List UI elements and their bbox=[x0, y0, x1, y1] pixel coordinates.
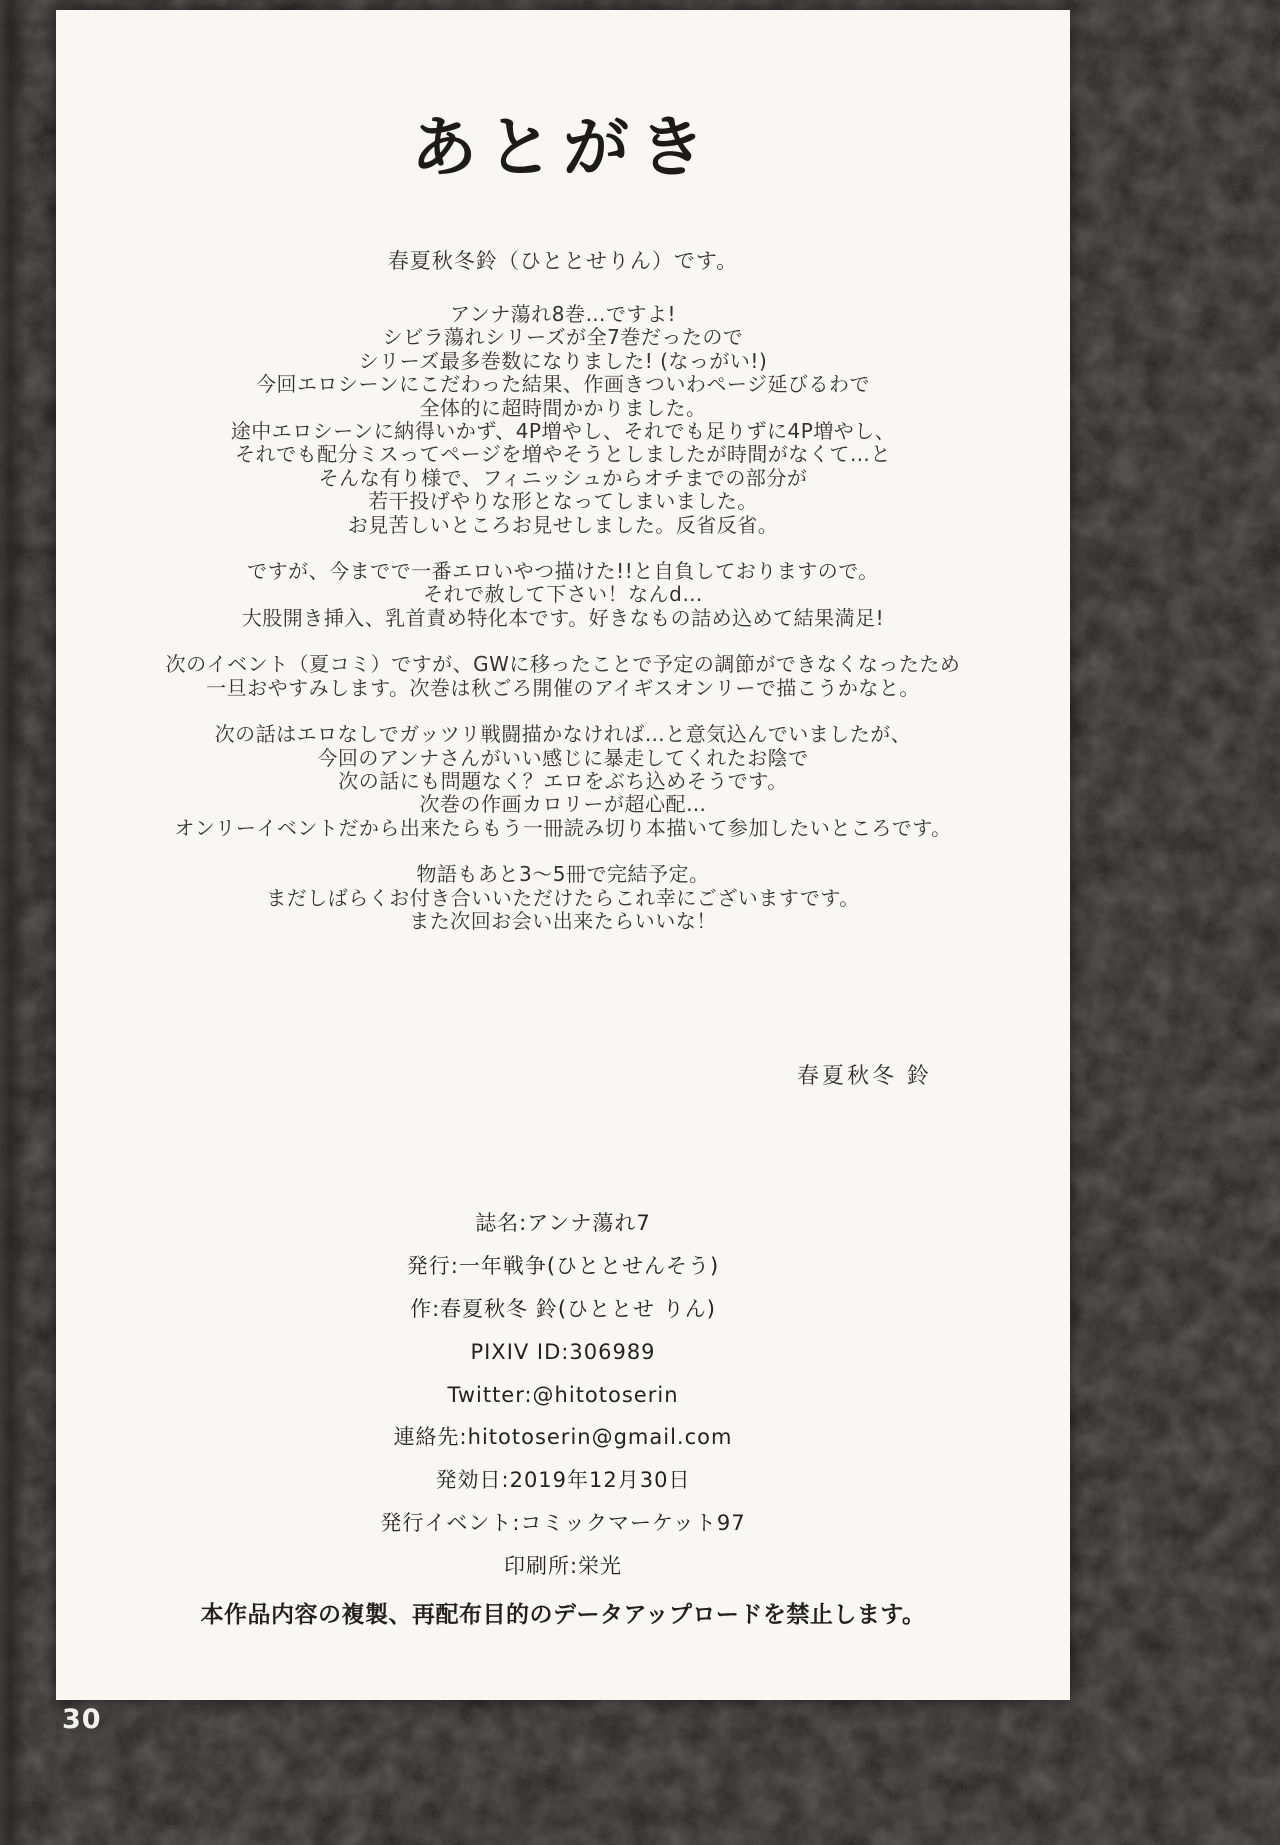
text-line: アンナ蕩れ8巻…ですよ! bbox=[450, 302, 676, 326]
colophon-line: 発行:一年戦争(ひととせんそう) bbox=[406, 1254, 720, 1279]
text-line: 次の話にも問題なく？エロをぶち込めそうです。 bbox=[338, 768, 788, 793]
text-line: 物語もあと3～5冊で完結予定。 bbox=[416, 862, 710, 887]
text-line: お見苦しいところお見せしました。反省反省。 bbox=[347, 512, 779, 537]
text-line: それでも配分ミスってページを増やそうとしましたが時間がなくて…と bbox=[235, 442, 891, 467]
paragraph bbox=[56, 303, 1070, 537]
text-line: 途中エロシーンに納得いかず、4P増やし、それでも足りずに4P増やし、 bbox=[230, 419, 896, 444]
text-line: また次回お会い出来たらいいな！ bbox=[409, 908, 717, 933]
colophon-line: 発行イベント:コミックマーケット97 bbox=[380, 1510, 746, 1535]
colophon-line: Twitter:@hitotoserin bbox=[447, 1382, 679, 1407]
page-title: あとがき bbox=[411, 109, 715, 186]
text-line: まだしばらくお付き合いいただけたらこれ幸にございますです。 bbox=[266, 885, 860, 910]
author-signature: 春夏秋冬 鈴 bbox=[797, 1064, 932, 1090]
text-line: そんな有り様で、フィニッシュからオチまでの部分が bbox=[318, 465, 808, 490]
text-line: 若干投げやりな形となってしまいました。 bbox=[368, 489, 758, 514]
text-line: シビラ蕩れシリーズが全7巻だったので bbox=[382, 325, 744, 350]
text-line: 全体的に超時間かかりました。 bbox=[419, 395, 707, 420]
colophon-line: 誌名:アンナ蕩れ7 bbox=[475, 1211, 651, 1236]
text-line: 大股開き挿入、乳首責め特化本です。好きなもの詰め込めて結果満足! bbox=[241, 605, 885, 630]
colophon-line: 発効日:2019年12月30日 bbox=[435, 1468, 691, 1493]
paragraph bbox=[56, 723, 1070, 840]
text-line: それで赦して下さい！なんd… bbox=[423, 582, 703, 607]
colophon bbox=[56, 1202, 1070, 1587]
text-line: 今回エロシーンにこだわった結果、作画きついわページ延びるわで bbox=[256, 372, 870, 397]
text-line: 一旦おやすみします。次巻は秋ごろ開催のアイギスオンリーで描こうかなと。 bbox=[206, 675, 920, 700]
colophon-line: 作:春夏秋冬 鈴(ひととせ りん) bbox=[410, 1296, 716, 1321]
text-line: オンリーイベントだから出来たらもう一冊読み切り本描いて参加したいところです。 bbox=[174, 815, 952, 840]
paragraph bbox=[56, 653, 1070, 700]
afterword-body bbox=[56, 303, 1070, 933]
page-number: 30 bbox=[62, 1704, 102, 1735]
greeting-line: 春夏秋冬鈴（ひととせりん）です。 bbox=[387, 249, 739, 273]
paragraph bbox=[56, 863, 1070, 933]
text-line: 次の話はエロなしでガッツリ戦闘描かなければ…と意気込んでいましたが、 bbox=[214, 722, 912, 747]
text-line: シリーズ最多巻数になりました! (なっがい!) bbox=[358, 348, 768, 373]
text-line: 次巻の作画カロリーが超心配… bbox=[419, 792, 707, 817]
book-spine-edge bbox=[0, 0, 26, 1845]
afterword-page bbox=[56, 10, 1070, 1700]
text-line: 次のイベント（夏コミ）ですが、GWに移ったことで予定の調節ができなくなったため bbox=[165, 652, 961, 677]
text-line: 今回のアンナさんがいい感じに暴走してくれたお陰で bbox=[317, 745, 809, 770]
paragraph bbox=[56, 560, 1070, 630]
copyright-notice: 本作品内容の複製、再配布目的のデータアップロードを禁止します。 bbox=[200, 1601, 926, 1628]
text-line: ですが、今までで一番エロいやつ描けた!!と自負しておりますので。 bbox=[247, 559, 879, 584]
colophon-line: 印刷所:栄光 bbox=[503, 1553, 623, 1578]
colophon-line: 連絡先:hitotoserin@gmail.com bbox=[393, 1425, 733, 1450]
colophon-line: PIXIV ID:306989 bbox=[470, 1339, 656, 1364]
